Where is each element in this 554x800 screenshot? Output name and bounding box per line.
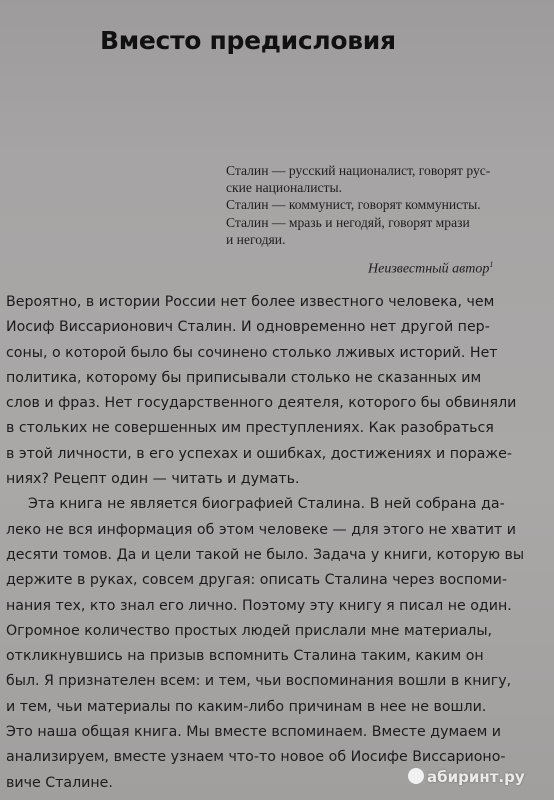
text-line: Это наша общая книга. Мы вместе вспоминаем. Вместе думаем и bbox=[6, 724, 502, 741]
epigraph-line: Сталин — мразь и негодяй, говорят мрази bbox=[226, 214, 470, 230]
chapter-title: Вместо предисловия bbox=[100, 26, 396, 55]
text-line: ниях? Рецепт один — читать и думать. bbox=[6, 471, 300, 488]
text-line: десяти томов. Да и цели такой не было. Задача у книги, которую вы bbox=[6, 546, 525, 563]
text-line: леко не вся информация об этом человеке — для этого не хватит и bbox=[6, 521, 516, 538]
text-line: анализируем, вместе узнаем что-то новое об Иосифе Виссарионо- bbox=[6, 749, 506, 766]
text-line: слов и фраз. Нет государственного деятеля, которого бы обвиняли bbox=[6, 395, 517, 412]
text-line: Иосиф Виссарионович Сталин. И одновременно нет другой пер- bbox=[6, 319, 490, 336]
watermark-text: абиринт.ру bbox=[427, 768, 525, 786]
epigraph-line: Сталин — русский националист, говорят рус- bbox=[226, 163, 491, 178]
footnote-mark: 1 bbox=[489, 260, 494, 269]
text-line: Вероятно, в истории России нет более известного человека, чем bbox=[6, 294, 495, 310]
text-line: держите в руках, совсем другая: описать Сталина через воспоми- bbox=[6, 572, 507, 589]
text-line: откликнувшись на призыв вспомнить Сталина таким, каким он bbox=[6, 648, 484, 665]
epigraph-line: Сталин — коммунист, говорят коммунисты. bbox=[226, 197, 481, 213]
epigraph bbox=[226, 162, 526, 248]
epigraph-author bbox=[368, 260, 493, 278]
epigraph-line: и негодяи. bbox=[226, 231, 286, 247]
text-line: в стольких не совершенных им преступлениях. Как разобраться bbox=[6, 420, 494, 437]
text-line: Огромное количество простых людей прислали мне материалы, bbox=[6, 622, 493, 639]
text-line: политика, которому бы приписывали столько не сказанных им bbox=[6, 369, 482, 386]
labirint-logo-icon bbox=[408, 768, 424, 784]
text-line: соны, о которой было бы сочинено столько лживых историй. Нет bbox=[6, 344, 498, 361]
epigraph-author-name: Неизвестный автор bbox=[368, 261, 490, 277]
text-line: нания тех, кто знал его лично. Поэтому эту книгу я писал не один. bbox=[6, 597, 512, 614]
text-line: виче Сталине. bbox=[6, 774, 113, 791]
watermark bbox=[408, 768, 525, 786]
text-line: был. Я признателен всем: и тем, чьи воспоминания вошли в книгу, bbox=[6, 673, 512, 690]
epigraph-line: ские националисты. bbox=[226, 180, 342, 196]
body-text bbox=[6, 290, 554, 796]
text-line: и тем, чьи материалы по каким-либо причинам в нее не вошли. bbox=[6, 698, 487, 715]
text-line: в этой личности, в его успехах и ошибках, достижениях и пораже- bbox=[6, 445, 512, 462]
text-line: Эта книга не является биографией Сталина. В ней собрана да- bbox=[28, 496, 505, 513]
